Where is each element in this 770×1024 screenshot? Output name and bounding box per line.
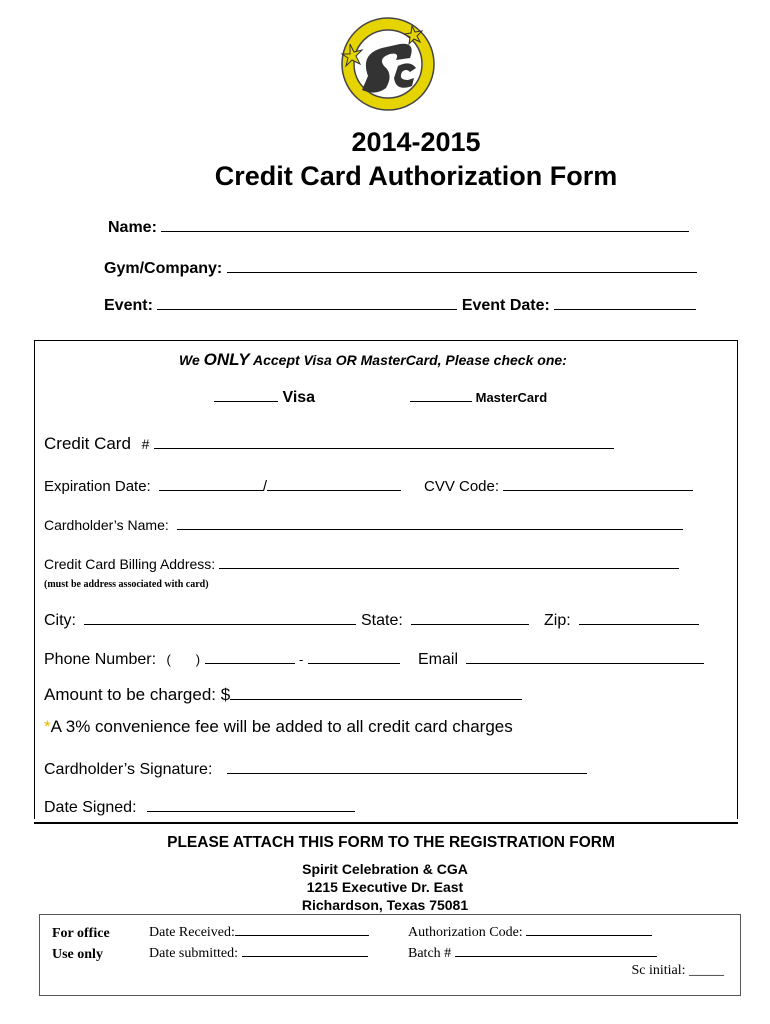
visa-label: Visa bbox=[282, 389, 316, 406]
city-field[interactable] bbox=[44, 612, 356, 630]
cardholder-name-field[interactable] bbox=[44, 517, 683, 533]
billing-address-note: (must be address associated with card) bbox=[44, 579, 209, 590]
organization-address bbox=[0, 860, 770, 914]
date-received-line[interactable] bbox=[235, 923, 369, 936]
date-received-field[interactable] bbox=[149, 923, 369, 941]
amount-field[interactable] bbox=[44, 685, 522, 705]
state-label: State: bbox=[361, 612, 403, 629]
city-line[interactable] bbox=[84, 612, 356, 625]
event-label: Event: bbox=[104, 297, 153, 314]
mastercard-check-line[interactable] bbox=[410, 389, 472, 402]
gym-company-field[interactable] bbox=[104, 260, 697, 278]
authorization-code-field[interactable] bbox=[408, 923, 652, 941]
zip-field[interactable] bbox=[544, 612, 699, 630]
accept-suffix: Accept Visa OR MasterCard, Please check one: bbox=[252, 352, 567, 368]
phone-line-number[interactable] bbox=[308, 651, 400, 664]
spirit-celebration-logo bbox=[338, 14, 438, 114]
zip-label: Zip: bbox=[544, 612, 571, 629]
accept-cards-note bbox=[179, 350, 567, 370]
use-only-text: Use only bbox=[52, 947, 103, 962]
date-submitted-label: Date submitted: bbox=[149, 946, 239, 961]
credit-card-label: Credit Card bbox=[44, 434, 131, 453]
city-label: City: bbox=[44, 612, 76, 629]
expiration-field[interactable] bbox=[44, 478, 401, 495]
event-line[interactable] bbox=[157, 297, 457, 310]
cvv-label: CVV Code: bbox=[424, 478, 500, 495]
office-use-box bbox=[39, 914, 741, 996]
event-date-line[interactable] bbox=[554, 297, 696, 310]
date-submitted-line[interactable] bbox=[242, 944, 368, 957]
visa-option[interactable] bbox=[214, 389, 315, 407]
credit-card-line[interactable] bbox=[154, 436, 614, 449]
credit-card-number-field[interactable] bbox=[44, 434, 614, 454]
amount-line[interactable] bbox=[230, 687, 522, 700]
name-label: Name: bbox=[108, 219, 157, 236]
phone-open-paren: ( bbox=[166, 652, 171, 667]
cvv-field[interactable] bbox=[424, 478, 693, 495]
signature-field[interactable] bbox=[44, 761, 587, 779]
attach-note: PLEASE ATTACH THIS FORM TO THE REGISTRATION FORM bbox=[167, 834, 615, 851]
name-line[interactable] bbox=[161, 219, 689, 232]
card-box-bottom-border bbox=[34, 822, 738, 824]
cardholder-name-line[interactable] bbox=[177, 517, 683, 530]
phone-field[interactable] bbox=[44, 651, 400, 669]
office-use-label bbox=[52, 923, 110, 965]
name-field[interactable] bbox=[108, 219, 689, 237]
fee-star: * bbox=[44, 717, 51, 736]
mastercard-label: MasterCard bbox=[475, 390, 548, 405]
date-signed-label: Date Signed: bbox=[44, 799, 137, 816]
form-title: Credit Card Authorization Form bbox=[214, 161, 618, 191]
email-field[interactable] bbox=[418, 651, 704, 669]
signature-line[interactable] bbox=[227, 761, 587, 774]
for-office-text: For office bbox=[52, 926, 110, 941]
batch-field[interactable] bbox=[408, 944, 657, 962]
mastercard-option[interactable] bbox=[410, 389, 547, 405]
billing-address-field[interactable] bbox=[44, 556, 679, 572]
date-received-label: Date Received: bbox=[149, 925, 235, 940]
form-year: 2014-2015 bbox=[351, 127, 481, 157]
authorization-code-line[interactable] bbox=[526, 923, 652, 936]
billing-address-label: Credit Card Billing Address: bbox=[44, 556, 216, 572]
state-line[interactable] bbox=[411, 612, 529, 625]
phone-prefix-line[interactable] bbox=[205, 651, 295, 664]
expiration-year-line[interactable] bbox=[267, 478, 401, 491]
sc-initial-field[interactable]: Sc initial: _____ bbox=[631, 963, 724, 978]
phone-close-paren: ) bbox=[195, 652, 201, 667]
gym-company-line[interactable] bbox=[227, 260, 697, 273]
date-signed-line[interactable] bbox=[147, 799, 355, 812]
date-submitted-field[interactable] bbox=[149, 944, 368, 962]
amount-label: Amount to be charged: $ bbox=[44, 685, 231, 704]
fee-note bbox=[44, 717, 513, 737]
address-city: Richardson, Texas 75081 bbox=[301, 897, 469, 913]
billing-address-line[interactable] bbox=[219, 556, 679, 569]
visa-check-line[interactable] bbox=[214, 389, 278, 402]
event-field[interactable] bbox=[104, 297, 696, 315]
cvv-line[interactable] bbox=[503, 478, 693, 491]
address-street: 1215 Executive Dr. East bbox=[306, 879, 464, 895]
expiration-month-line[interactable] bbox=[159, 478, 263, 491]
expiration-separator: / bbox=[262, 478, 268, 495]
phone-label: Phone Number: bbox=[44, 651, 157, 668]
signature-label: Cardholder’s Signature: bbox=[44, 761, 213, 778]
address-org: Spirit Celebration & CGA bbox=[302, 861, 468, 877]
date-signed-field[interactable] bbox=[44, 799, 355, 817]
batch-label: Batch # bbox=[408, 946, 452, 961]
batch-line[interactable] bbox=[455, 944, 657, 957]
event-date-label: Event Date: bbox=[461, 297, 550, 314]
accept-prefix: We bbox=[179, 352, 200, 368]
credit-card-hash: # bbox=[141, 436, 150, 452]
authorization-code-label: Authorization Code: bbox=[408, 925, 523, 940]
cardholder-name-label: Cardholder’s Name: bbox=[44, 517, 169, 533]
email-label: Email bbox=[418, 651, 459, 668]
email-line[interactable] bbox=[466, 651, 704, 664]
phone-dash: - bbox=[299, 652, 304, 667]
fee-note-text: A 3% convenience fee will be added to all credit card charges bbox=[50, 717, 513, 736]
zip-line[interactable] bbox=[579, 612, 699, 625]
accept-only: ONLY bbox=[203, 350, 250, 369]
gym-company-label: Gym/Company: bbox=[104, 260, 223, 277]
expiration-label: Expiration Date: bbox=[44, 478, 151, 495]
state-field[interactable] bbox=[361, 612, 529, 630]
